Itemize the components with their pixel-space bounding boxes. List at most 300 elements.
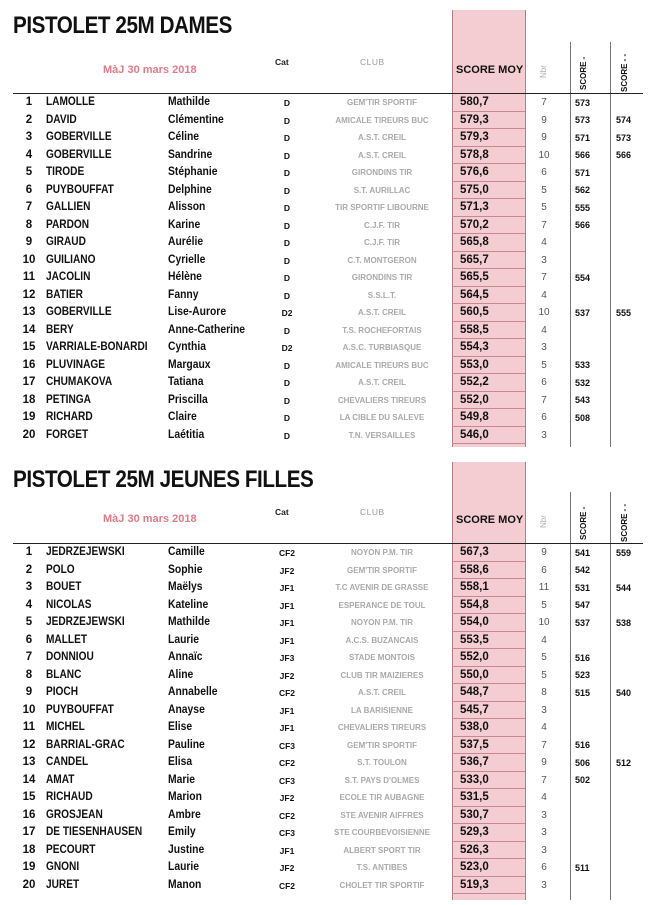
category: CF2 bbox=[278, 548, 296, 558]
last-name: PECOURT bbox=[46, 843, 96, 856]
score-moy: 553,0 bbox=[460, 358, 489, 371]
score-2: 512 bbox=[616, 757, 632, 768]
last-name: GOBERVILLE bbox=[46, 131, 112, 143]
club-name: CHEVALIERS TIREURS bbox=[337, 723, 427, 732]
table-row bbox=[0, 357, 660, 375]
score-1: 566 bbox=[575, 220, 591, 230]
nbr-count: 3 bbox=[541, 429, 547, 441]
score-2: 573 bbox=[616, 132, 632, 143]
rank-cell: 14 bbox=[22, 323, 36, 336]
category: D bbox=[283, 378, 291, 388]
last-name: BERY bbox=[46, 323, 74, 336]
category: D2 bbox=[281, 343, 293, 353]
first-name: Laétitia bbox=[168, 428, 205, 441]
score-moy: 558,5 bbox=[460, 323, 489, 336]
score-moy: 523,0 bbox=[460, 861, 489, 873]
score-1: 554 bbox=[575, 272, 591, 283]
category: D bbox=[283, 150, 291, 161]
score-moy: 536,7 bbox=[460, 756, 489, 768]
first-name: Sandrine bbox=[168, 148, 213, 161]
nbr-count: 4 bbox=[541, 792, 547, 803]
table-row bbox=[0, 789, 660, 807]
first-name: Margaux bbox=[168, 358, 211, 371]
score-1: 573 bbox=[575, 115, 591, 125]
nbr-count: 6 bbox=[541, 167, 547, 178]
category: D bbox=[283, 168, 291, 178]
table-row bbox=[0, 304, 660, 322]
score-1: 547 bbox=[575, 600, 591, 610]
section-title: PISTOLET 25M JEUNES FILLES bbox=[13, 466, 314, 493]
score-moy: 554,8 bbox=[460, 598, 489, 611]
category: D bbox=[283, 238, 291, 248]
nbr-count: 7 bbox=[541, 774, 547, 786]
first-name: Manon bbox=[168, 878, 202, 891]
category: D bbox=[283, 430, 291, 441]
header-score-2: SCORE - - bbox=[620, 53, 629, 92]
club-name: NOYON P.M. TIR bbox=[350, 548, 414, 557]
nbr-count: 11 bbox=[538, 582, 550, 593]
nbr-count: 4 bbox=[541, 634, 547, 646]
update-date: MàJ 30 mars 2018 bbox=[103, 513, 197, 525]
update-date: MàJ 30 mars 2018 bbox=[103, 64, 197, 76]
category: JF1 bbox=[279, 635, 295, 646]
table-row bbox=[0, 112, 660, 130]
nbr-count: 4 bbox=[541, 237, 547, 248]
table-row bbox=[0, 737, 660, 755]
last-name: BATIER bbox=[46, 288, 83, 301]
score-1: 506 bbox=[575, 757, 591, 768]
first-name: Karine bbox=[168, 218, 201, 231]
header-nbr: Nbr bbox=[539, 65, 548, 78]
table-row bbox=[0, 374, 660, 392]
table-row bbox=[0, 579, 660, 597]
rank-cell: 4 bbox=[25, 148, 33, 161]
category: D bbox=[283, 360, 291, 371]
last-name: FORGET bbox=[46, 428, 89, 441]
rank-cell: 5 bbox=[25, 616, 33, 628]
table-row bbox=[0, 287, 660, 305]
club-name: S.T. TOULON bbox=[357, 758, 407, 767]
rank-cell: 20 bbox=[22, 878, 36, 891]
first-name: Ambre bbox=[168, 808, 201, 821]
first-name: Aline bbox=[168, 668, 194, 681]
last-name: GOBERVILLE bbox=[46, 306, 112, 318]
nbr-count: 4 bbox=[541, 324, 547, 336]
nbr-count: 8 bbox=[541, 687, 547, 698]
nbr-count: 5 bbox=[541, 599, 547, 611]
category: CF2 bbox=[278, 880, 296, 891]
club-name: C.J.F. TIR bbox=[363, 220, 400, 230]
last-name: GALLIEN bbox=[46, 201, 91, 213]
rank-cell: 10 bbox=[22, 253, 36, 266]
score-1: 502 bbox=[575, 775, 591, 785]
last-name: TIRODE bbox=[46, 166, 85, 178]
last-name: LAMOLLE bbox=[46, 96, 95, 108]
category: JF1 bbox=[279, 583, 295, 593]
rank-cell: 17 bbox=[22, 826, 36, 838]
category: CF2 bbox=[278, 758, 296, 768]
table-row bbox=[0, 877, 660, 895]
first-name: Kateline bbox=[168, 598, 209, 611]
first-name: Mathilde bbox=[168, 96, 210, 108]
header-club: CLUB bbox=[360, 507, 385, 517]
score-moy: 531,5 bbox=[460, 791, 489, 803]
table-row bbox=[0, 562, 660, 580]
last-name: JURET bbox=[46, 878, 80, 891]
club-name: A.S.T. CREIL bbox=[357, 308, 406, 317]
table-row bbox=[0, 129, 660, 147]
score-moy: 545,7 bbox=[460, 703, 489, 716]
score-moy: 533,0 bbox=[460, 773, 489, 786]
nbr-count: 5 bbox=[541, 669, 547, 681]
first-name: Fanny bbox=[168, 288, 199, 301]
nbr-count: 6 bbox=[541, 564, 547, 576]
nbr-count: 6 bbox=[541, 862, 547, 873]
table-row bbox=[0, 754, 660, 772]
club-name: AMICALE TIREURS BUC bbox=[335, 360, 429, 370]
last-name: BLANC bbox=[46, 668, 82, 681]
last-name: BARRIAL-GRAC bbox=[46, 738, 125, 751]
category: D bbox=[283, 220, 291, 231]
club-name: GEM'TIR SPORTIF bbox=[347, 740, 417, 750]
club-name: A.S.T. CREIL bbox=[357, 378, 406, 387]
club-name: S.S.L.T. bbox=[367, 290, 397, 300]
rank-cell: 1 bbox=[25, 96, 33, 108]
club-name: ALBERT SPORT TIR bbox=[343, 845, 421, 855]
score-1: 573 bbox=[575, 97, 591, 108]
score-2: 544 bbox=[616, 582, 632, 593]
table-row bbox=[0, 667, 660, 685]
score-1: 516 bbox=[575, 740, 591, 750]
last-name: POLO bbox=[46, 563, 75, 576]
last-name: RICHAUD bbox=[46, 791, 93, 803]
rank-cell: 18 bbox=[22, 393, 36, 406]
category: JF2 bbox=[279, 793, 295, 803]
first-name: Cynthia bbox=[168, 341, 206, 353]
nbr-count: 9 bbox=[541, 132, 547, 143]
rank-cell: 4 bbox=[25, 598, 33, 611]
header-score-2: SCORE - - bbox=[620, 503, 629, 542]
club-name: S.T. PAYS D'OLMES bbox=[344, 775, 420, 785]
rank-cell: 9 bbox=[25, 686, 33, 698]
category: D bbox=[283, 395, 291, 406]
nbr-count: 9 bbox=[541, 757, 547, 768]
table-row bbox=[0, 772, 660, 790]
nbr-count: 6 bbox=[541, 412, 547, 423]
score-moy: 552,0 bbox=[460, 393, 489, 406]
score-1: 537 bbox=[575, 617, 591, 628]
table-row bbox=[0, 824, 660, 842]
rank-cell: 12 bbox=[22, 738, 36, 751]
table-row bbox=[0, 234, 660, 252]
category: D2 bbox=[281, 308, 293, 318]
club-name: ECOLE TIR AUBAGNE bbox=[339, 793, 425, 802]
last-name: AMAT bbox=[46, 773, 75, 786]
club-name: STADE MONTOIS bbox=[349, 653, 415, 662]
score-moy: 565,5 bbox=[460, 271, 489, 283]
nbr-count: 6 bbox=[541, 377, 547, 388]
score-moy: 548,7 bbox=[460, 686, 489, 698]
last-name: CHUMAKOVA bbox=[46, 376, 113, 388]
first-name: Laurie bbox=[168, 861, 200, 873]
nbr-count: 3 bbox=[541, 254, 547, 266]
category: CF2 bbox=[278, 688, 296, 698]
first-name: Claire bbox=[168, 411, 197, 423]
first-name: Anne-Catherine bbox=[168, 323, 246, 336]
category: D bbox=[283, 115, 291, 126]
score-1: 571 bbox=[575, 132, 591, 143]
rank-cell: 11 bbox=[22, 721, 36, 733]
nbr-count: 5 bbox=[541, 652, 547, 663]
rank-cell: 11 bbox=[22, 271, 36, 283]
score-moy: 530,7 bbox=[460, 808, 489, 821]
first-name: Pauline bbox=[168, 738, 205, 751]
score-2: 538 bbox=[616, 617, 632, 628]
category: JF3 bbox=[279, 653, 295, 663]
header-score-moy: SCORE MOY bbox=[456, 514, 524, 526]
header-club: CLUB bbox=[360, 57, 385, 67]
club-name: A.S.T. CREIL bbox=[357, 150, 406, 160]
category: JF1 bbox=[279, 845, 295, 856]
table-row bbox=[0, 842, 660, 860]
rank-cell: 18 bbox=[22, 843, 36, 856]
table-row bbox=[0, 544, 660, 562]
last-name: DONNIOU bbox=[46, 651, 94, 663]
table-row bbox=[0, 702, 660, 720]
first-name: Annaïc bbox=[168, 651, 203, 663]
club-name: CHOLET TIR SPORTIF bbox=[339, 880, 425, 890]
nbr-count: 10 bbox=[538, 149, 550, 161]
score-1: 543 bbox=[575, 395, 591, 405]
table-row bbox=[0, 614, 660, 632]
club-name: LA BARISIENNE bbox=[351, 705, 413, 715]
rank-cell: 5 bbox=[25, 166, 33, 178]
table-row bbox=[0, 684, 660, 702]
last-name: PIOCH bbox=[46, 686, 79, 698]
category: D bbox=[283, 133, 291, 143]
last-name: CANDEL bbox=[46, 756, 89, 768]
first-name: Priscilla bbox=[168, 393, 208, 406]
rank-cell: 15 bbox=[22, 341, 36, 353]
last-name: PETINGA bbox=[46, 393, 91, 406]
category: CF2 bbox=[278, 810, 296, 821]
score-moy: 558,6 bbox=[460, 563, 489, 576]
score-moy: 564,5 bbox=[460, 288, 489, 301]
category: JF1 bbox=[279, 723, 295, 733]
table-row bbox=[0, 427, 660, 445]
first-name: Marie bbox=[168, 773, 196, 786]
score-1: 562 bbox=[575, 185, 591, 195]
nbr-count: 5 bbox=[541, 202, 547, 213]
score-moy: 567,3 bbox=[460, 546, 489, 558]
section-dames bbox=[0, 0, 660, 450]
club-name: ESPERANCE DE TOUL bbox=[338, 600, 426, 610]
score-1: 541 bbox=[575, 547, 591, 558]
category: D bbox=[283, 413, 291, 423]
nbr-count: 3 bbox=[541, 827, 547, 838]
last-name: GROSJEAN bbox=[46, 808, 103, 821]
rank-cell: 9 bbox=[25, 236, 33, 248]
first-name: Elisa bbox=[168, 756, 193, 768]
first-name: Annabelle bbox=[168, 686, 218, 698]
header-score-1: SCORE - bbox=[579, 56, 588, 90]
rank-cell: 8 bbox=[25, 668, 33, 681]
rank-cell: 2 bbox=[25, 563, 33, 576]
score-moy: 553,5 bbox=[460, 633, 489, 646]
score-1: 523 bbox=[575, 670, 591, 680]
first-name: Maëlys bbox=[168, 581, 203, 593]
nbr-count: 7 bbox=[541, 739, 547, 751]
nbr-count: 7 bbox=[541, 394, 547, 406]
category: JF1 bbox=[279, 618, 295, 628]
category: D bbox=[283, 203, 291, 213]
first-name: Laurie bbox=[168, 633, 200, 646]
last-name: JEDRZEJEWSKI bbox=[46, 546, 125, 558]
header-score-moy: SCORE MOY bbox=[456, 64, 524, 76]
header-cat: Cat bbox=[275, 57, 289, 67]
score-moy: 579,3 bbox=[460, 131, 489, 143]
first-name: Hélène bbox=[168, 271, 202, 283]
header-nbr: Nbr bbox=[539, 515, 548, 528]
score-1: 542 bbox=[575, 565, 591, 575]
score-1: 537 bbox=[575, 307, 591, 318]
category: JF1 bbox=[279, 705, 295, 716]
rank-cell: 7 bbox=[25, 201, 33, 213]
nbr-count: 3 bbox=[541, 809, 547, 821]
table-row bbox=[0, 597, 660, 615]
section-jeunes-filles bbox=[0, 456, 660, 905]
table-row bbox=[0, 269, 660, 287]
first-name: Tatiana bbox=[168, 376, 204, 388]
score-1: 516 bbox=[575, 652, 591, 663]
club-name: CHEVALIERS TIREURS bbox=[337, 395, 427, 405]
last-name: DAVID bbox=[46, 113, 77, 126]
category: CF3 bbox=[278, 740, 296, 751]
nbr-count: 10 bbox=[538, 617, 550, 628]
table-row bbox=[0, 147, 660, 165]
first-name: Sophie bbox=[168, 563, 203, 576]
first-name: Emily bbox=[168, 826, 196, 838]
last-name: VARRIALE-BONARDI bbox=[46, 341, 148, 353]
first-name: Alisson bbox=[168, 201, 206, 213]
score-moy: 549,8 bbox=[460, 411, 489, 423]
score-2: 555 bbox=[616, 307, 632, 318]
last-name: PUYBOUFFAT bbox=[46, 183, 114, 196]
first-name: Marion bbox=[168, 791, 202, 803]
score-moy: 519,3 bbox=[460, 878, 489, 891]
last-name: PUYBOUFFAT bbox=[46, 703, 114, 716]
first-name: Elise bbox=[168, 721, 193, 733]
last-name: RICHARD bbox=[46, 411, 93, 423]
table-row bbox=[0, 217, 660, 235]
category: D bbox=[283, 290, 291, 301]
score-2: 566 bbox=[616, 150, 632, 160]
first-name: Aurélie bbox=[168, 236, 204, 248]
first-name: Delphine bbox=[168, 183, 212, 196]
rank-cell: 17 bbox=[22, 376, 36, 388]
category: JF2 bbox=[279, 863, 295, 873]
rank-cell: 2 bbox=[25, 113, 33, 126]
rank-cell: 13 bbox=[22, 756, 36, 768]
score-moy: 550,0 bbox=[460, 668, 489, 681]
category: D bbox=[283, 255, 291, 266]
club-name: A.S.C. TURBIASQUE bbox=[342, 343, 422, 352]
rank-cell: 13 bbox=[22, 306, 36, 318]
last-name: MALLET bbox=[46, 633, 88, 646]
score-moy: 552,0 bbox=[460, 651, 489, 663]
rank-cell: 12 bbox=[22, 288, 36, 301]
category: D bbox=[283, 185, 291, 196]
score-moy: 578,8 bbox=[460, 148, 489, 161]
score-moy: 579,3 bbox=[460, 113, 489, 126]
score-moy: 560,5 bbox=[460, 306, 489, 318]
last-name: MICHEL bbox=[46, 721, 85, 733]
first-name: Stéphanie bbox=[168, 166, 218, 178]
first-name: Clémentine bbox=[168, 113, 224, 126]
last-name: PLUVINAGE bbox=[46, 358, 106, 371]
header-cat: Cat bbox=[275, 507, 289, 517]
club-name: GEM'TIR SPORTIF bbox=[347, 565, 417, 575]
table-row bbox=[0, 199, 660, 217]
club-name: C.J.F. TIR bbox=[363, 238, 400, 247]
score-1: 508 bbox=[575, 412, 591, 423]
category: D bbox=[283, 273, 291, 283]
club-name: NOYON P.M. TIR bbox=[350, 618, 414, 627]
category: D bbox=[283, 98, 291, 108]
table-row bbox=[0, 164, 660, 182]
table-row bbox=[0, 632, 660, 650]
score-moy: 554,3 bbox=[460, 341, 489, 353]
nbr-count: 7 bbox=[541, 97, 547, 108]
category: D bbox=[283, 325, 291, 336]
rank-cell: 1 bbox=[25, 546, 33, 558]
category: CF3 bbox=[278, 828, 296, 838]
score-moy: 565,7 bbox=[460, 253, 489, 266]
table-row bbox=[0, 859, 660, 877]
score-2: 540 bbox=[616, 687, 632, 698]
nbr-count: 3 bbox=[541, 342, 547, 353]
score-moy: 576,6 bbox=[460, 166, 489, 178]
score-moy: 526,3 bbox=[460, 843, 489, 856]
category: JF2 bbox=[279, 670, 295, 681]
last-name: GNONI bbox=[46, 861, 80, 873]
nbr-count: 9 bbox=[541, 114, 547, 126]
score-moy: 571,3 bbox=[460, 201, 489, 213]
nbr-count: 3 bbox=[541, 879, 547, 891]
score-1: 566 bbox=[575, 150, 591, 160]
table-row bbox=[0, 322, 660, 340]
last-name: JACOLIN bbox=[46, 271, 91, 283]
score-moy: 538,0 bbox=[460, 721, 489, 733]
nbr-count: 4 bbox=[541, 722, 547, 733]
club-name: S.T. AURILLAC bbox=[353, 185, 411, 195]
club-name: TIR SPORTIF LIBOURNE bbox=[335, 203, 429, 212]
last-name: JEDRZEJEWSKI bbox=[46, 616, 125, 628]
last-name: BOUET bbox=[46, 581, 82, 593]
nbr-count: 3 bbox=[541, 844, 547, 856]
rank-cell: 14 bbox=[22, 773, 36, 786]
rank-cell: 8 bbox=[25, 218, 33, 231]
last-name: GIRAUD bbox=[46, 236, 86, 248]
score-moy: 529,3 bbox=[460, 826, 489, 838]
nbr-count: 10 bbox=[538, 307, 550, 318]
score-moy: 537,5 bbox=[460, 738, 489, 751]
rank-cell: 3 bbox=[25, 581, 33, 593]
last-name: PARDON bbox=[46, 218, 90, 231]
score-1: 555 bbox=[575, 202, 591, 213]
nbr-count: 7 bbox=[541, 272, 547, 283]
score-moy: 565,8 bbox=[460, 236, 489, 248]
